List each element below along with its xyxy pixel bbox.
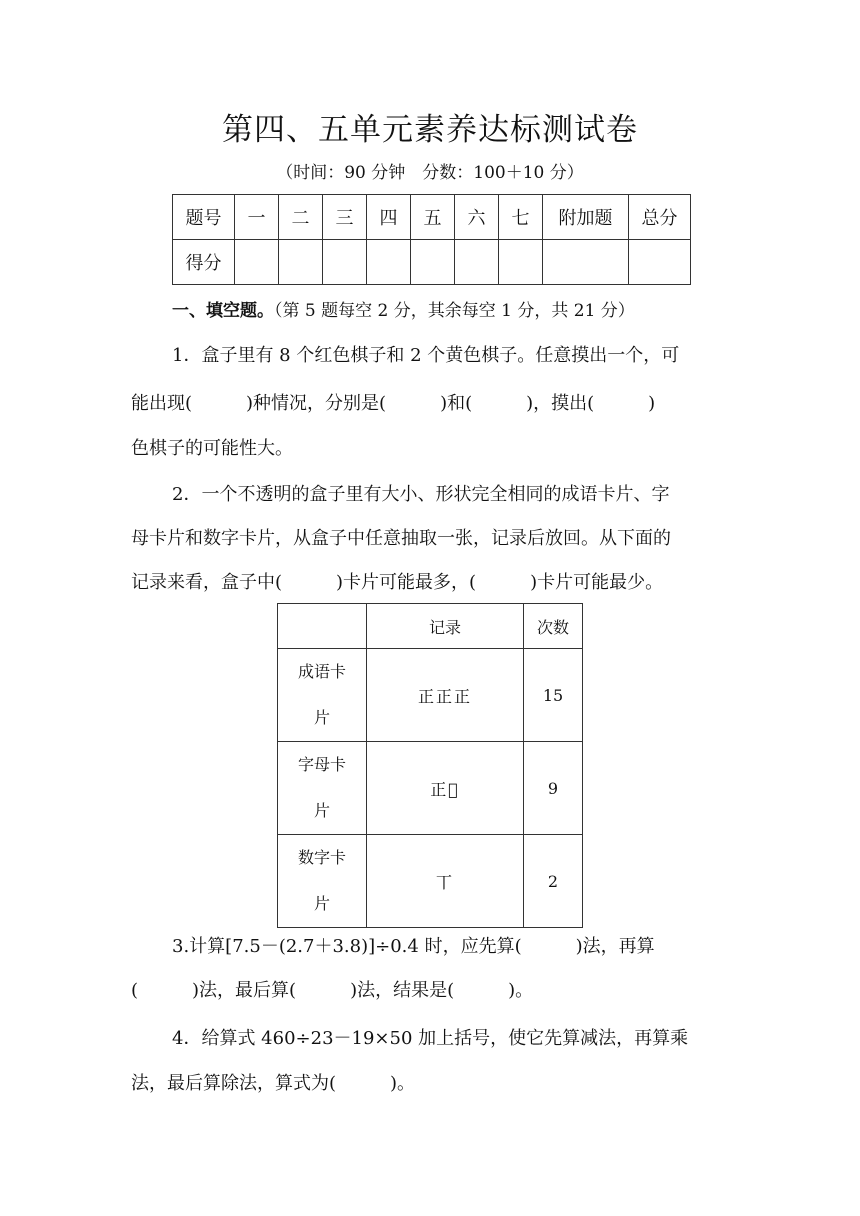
record-category-line: 片 bbox=[313, 801, 330, 820]
tally-marks: 正正正 bbox=[367, 649, 524, 742]
question-2-line-3: 记录来看，盒子中( )卡片可能最多，( )卡片可能最少。 bbox=[131, 572, 664, 593]
record-category bbox=[278, 835, 367, 928]
section-1-title: 一、填空题。 bbox=[172, 301, 274, 321]
score-header-cell: 附加题 bbox=[543, 195, 629, 240]
page-title: 第四、五单元素养达标测试卷 bbox=[222, 112, 638, 148]
record-category-line: 数字卡 bbox=[297, 848, 346, 867]
record-category-line: 字母卡 bbox=[297, 755, 346, 774]
tally-marks: 正𠀂 bbox=[367, 742, 524, 835]
question-1-line-1: 1．盒子里有 8 个红色棋子和 2 个黄色棋子。任意摸出一个，可 bbox=[172, 345, 680, 366]
score-cell[interactable] bbox=[629, 240, 691, 285]
record-category-line: 片 bbox=[313, 708, 330, 727]
record-table bbox=[277, 603, 583, 928]
score-header-cell: 六 bbox=[455, 195, 499, 240]
record-header-cell bbox=[278, 604, 367, 649]
question-2-line-2: 母卡片和数字卡片，从盒子中任意抽取一张，记录后放回。从下面的 bbox=[131, 528, 671, 549]
record-header-cell: 记录 bbox=[367, 604, 524, 649]
score-cell[interactable] bbox=[279, 240, 323, 285]
question-1-line-2: 能出现( )种情况，分别是( )和( )，摸出( ) bbox=[131, 393, 656, 414]
record-count: 2 bbox=[524, 835, 583, 928]
tally-marks: 丅 bbox=[367, 835, 524, 928]
question-4-line-1: 4．给算式 460÷23－19×50 加上括号，使它先算减法，再算乘 bbox=[172, 1028, 689, 1049]
record-category bbox=[278, 649, 367, 742]
score-cell[interactable] bbox=[543, 240, 629, 285]
record-row bbox=[278, 649, 583, 742]
record-count: 15 bbox=[524, 649, 583, 742]
score-cell[interactable] bbox=[235, 240, 279, 285]
record-row bbox=[278, 835, 583, 928]
score-row-label: 得分 bbox=[173, 240, 235, 285]
record-row bbox=[278, 742, 583, 835]
score-header-cell: 五 bbox=[411, 195, 455, 240]
record-header-cell: 次数 bbox=[524, 604, 583, 649]
score-cell[interactable] bbox=[367, 240, 411, 285]
score-cell[interactable] bbox=[455, 240, 499, 285]
score-header-cell: 四 bbox=[367, 195, 411, 240]
question-4-line-2: 法，最后算除法，算式为( )。 bbox=[131, 1073, 416, 1094]
record-category bbox=[278, 742, 367, 835]
score-cell[interactable] bbox=[411, 240, 455, 285]
question-2-line-1: 2．一个不透明的盒子里有大小、形状完全相同的成语卡片、字 bbox=[172, 484, 670, 505]
record-category-line: 片 bbox=[313, 894, 330, 913]
score-cell[interactable] bbox=[323, 240, 367, 285]
score-header-cell: 七 bbox=[499, 195, 543, 240]
score-header-cell: 总分 bbox=[629, 195, 691, 240]
exam-info: （时间：90 分钟 分数：100＋10 分） bbox=[276, 163, 584, 183]
section-1-note: （第 5 题每空 2 分，其余每空 1 分，共 21 分） bbox=[274, 301, 635, 321]
score-cell[interactable] bbox=[499, 240, 543, 285]
score-table-score-row bbox=[173, 240, 691, 285]
score-header-cell: 三 bbox=[323, 195, 367, 240]
question-3-line-2: ( )法，最后算( )法，结果是( )。 bbox=[131, 980, 534, 1001]
score-table-header-row bbox=[173, 195, 691, 240]
score-header-cell: 题号 bbox=[173, 195, 235, 240]
question-3-line-1: 3.计算[7.5－(2.7＋3.8)]÷0.4 时，应先算( )法，再算 bbox=[172, 936, 655, 957]
record-count: 9 bbox=[524, 742, 583, 835]
score-header-cell: 二 bbox=[279, 195, 323, 240]
section-1-heading bbox=[172, 296, 635, 321]
question-1-line-3: 色棋子的可能性大。 bbox=[131, 438, 293, 459]
record-category-line: 成语卡 bbox=[297, 662, 346, 681]
score-table bbox=[172, 194, 691, 285]
record-table-header-row bbox=[278, 604, 583, 649]
score-header-cell: 一 bbox=[235, 195, 279, 240]
